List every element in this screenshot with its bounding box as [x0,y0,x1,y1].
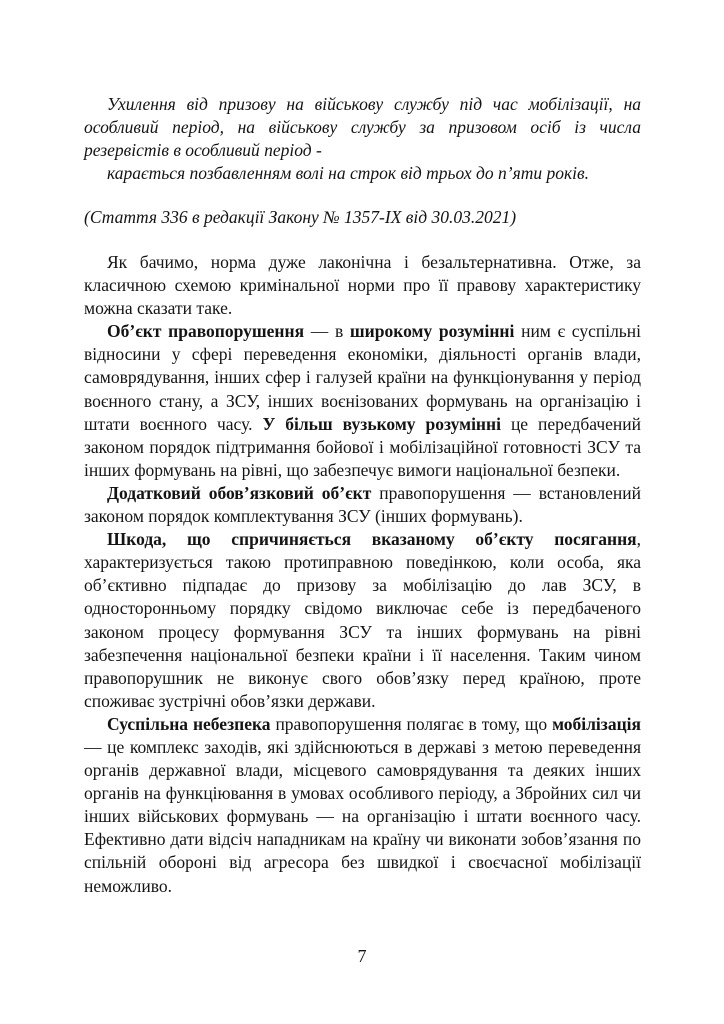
statute-quote [84,93,641,227]
paragraph [84,713,641,898]
paragraph-text: — в [304,321,350,342]
paragraph-text: правопорушення — встановлений законом порядок комплектування ЗСУ (інших формувань). [84,482,642,527]
paragraph [84,251,641,320]
bold-term: Суспільна небезпека [107,713,271,734]
bold-term: мобілізація [552,713,641,734]
paragraph [84,482,641,528]
paragraph-text: Як бачимо, норма дуже лаконічна і безальтернативна. Отже, за класичною схемою кримінальної норми про її правову характеристику можна сказати таке. [84,252,641,319]
bold-term: Об’єкт правопорушення [107,321,305,342]
paragraph-text: , характеризується такою протиправною поведінкою, коли особа, яка об’єктивно підпадає до призову за мобілізацію до лав ЗСУ, в односторонньому порядку свідомо виключає себе із передбаченого законом процесу формування ЗСУ та інших формувань на рівні забезпечення національної безпеки країни і її населення. Таким чином правопорушник не виконує свого обов’язку перед країною, проте споживає зустрічні обов’язки держави. [84,529,641,711]
paragraph-text: — це комплекс заходів, які здійснюються в державі з метою переведення органів державної влади, місцевого самоврядування та деяких інших органів на функціювання в умовах особливого періоду, а Збройних сил чи інших військових формувань — на організацію і штати воєнного часу. Ефективно дати відсіч нападникам на країну чи виконати зобов’язання по спільній обороні від агресора без швидкої і своєчасної мобілізації неможливо. [84,736,641,896]
paragraph-text: правопорушення полягає в тому, що [270,713,553,734]
bold-term: широкому розумінні [349,321,515,342]
bold-term: У більш вузькому розумінні [262,413,501,434]
bold-term: Шкода, що спричиняється вказаному об’єкту посягання [107,529,637,550]
quote-line: особливий період, на військову службу за призовом осіб із числа [84,117,641,137]
statute-citation: (Стаття 336 в редакції Закону № 1357-IX від 30.03.2021) [84,207,517,227]
paragraph [84,528,641,713]
quote-line: Ухилення від призову на військову службу під час мобілізації, на [107,94,641,114]
paragraph [84,320,641,482]
quote-line: резервістів в особливий період - [84,140,322,160]
paragraph-text: ним є суспільні відносини у сфері переведення економіки, діяльності органів влади, самоврядування, інших сфер і галузей країни на функціонування у період воєнного стану, а ЗСУ, інших воєнізованих формувань на організацію і штати воєнного часу. [84,321,642,434]
body-text [84,251,641,898]
page-number: 7 [357,946,367,966]
quote-line: карається позбавленням волі на строк від трьох до п’яти років. [107,163,590,183]
paragraph-text: це передбачений законом порядок підтримання бойової і мобілізаційної готовності ЗСУ та інших формувань на рівні, що забезпечує вимоги національної безпеки. [84,413,642,480]
bold-term: Додатковий обов’язковий об’єкт [107,482,372,503]
